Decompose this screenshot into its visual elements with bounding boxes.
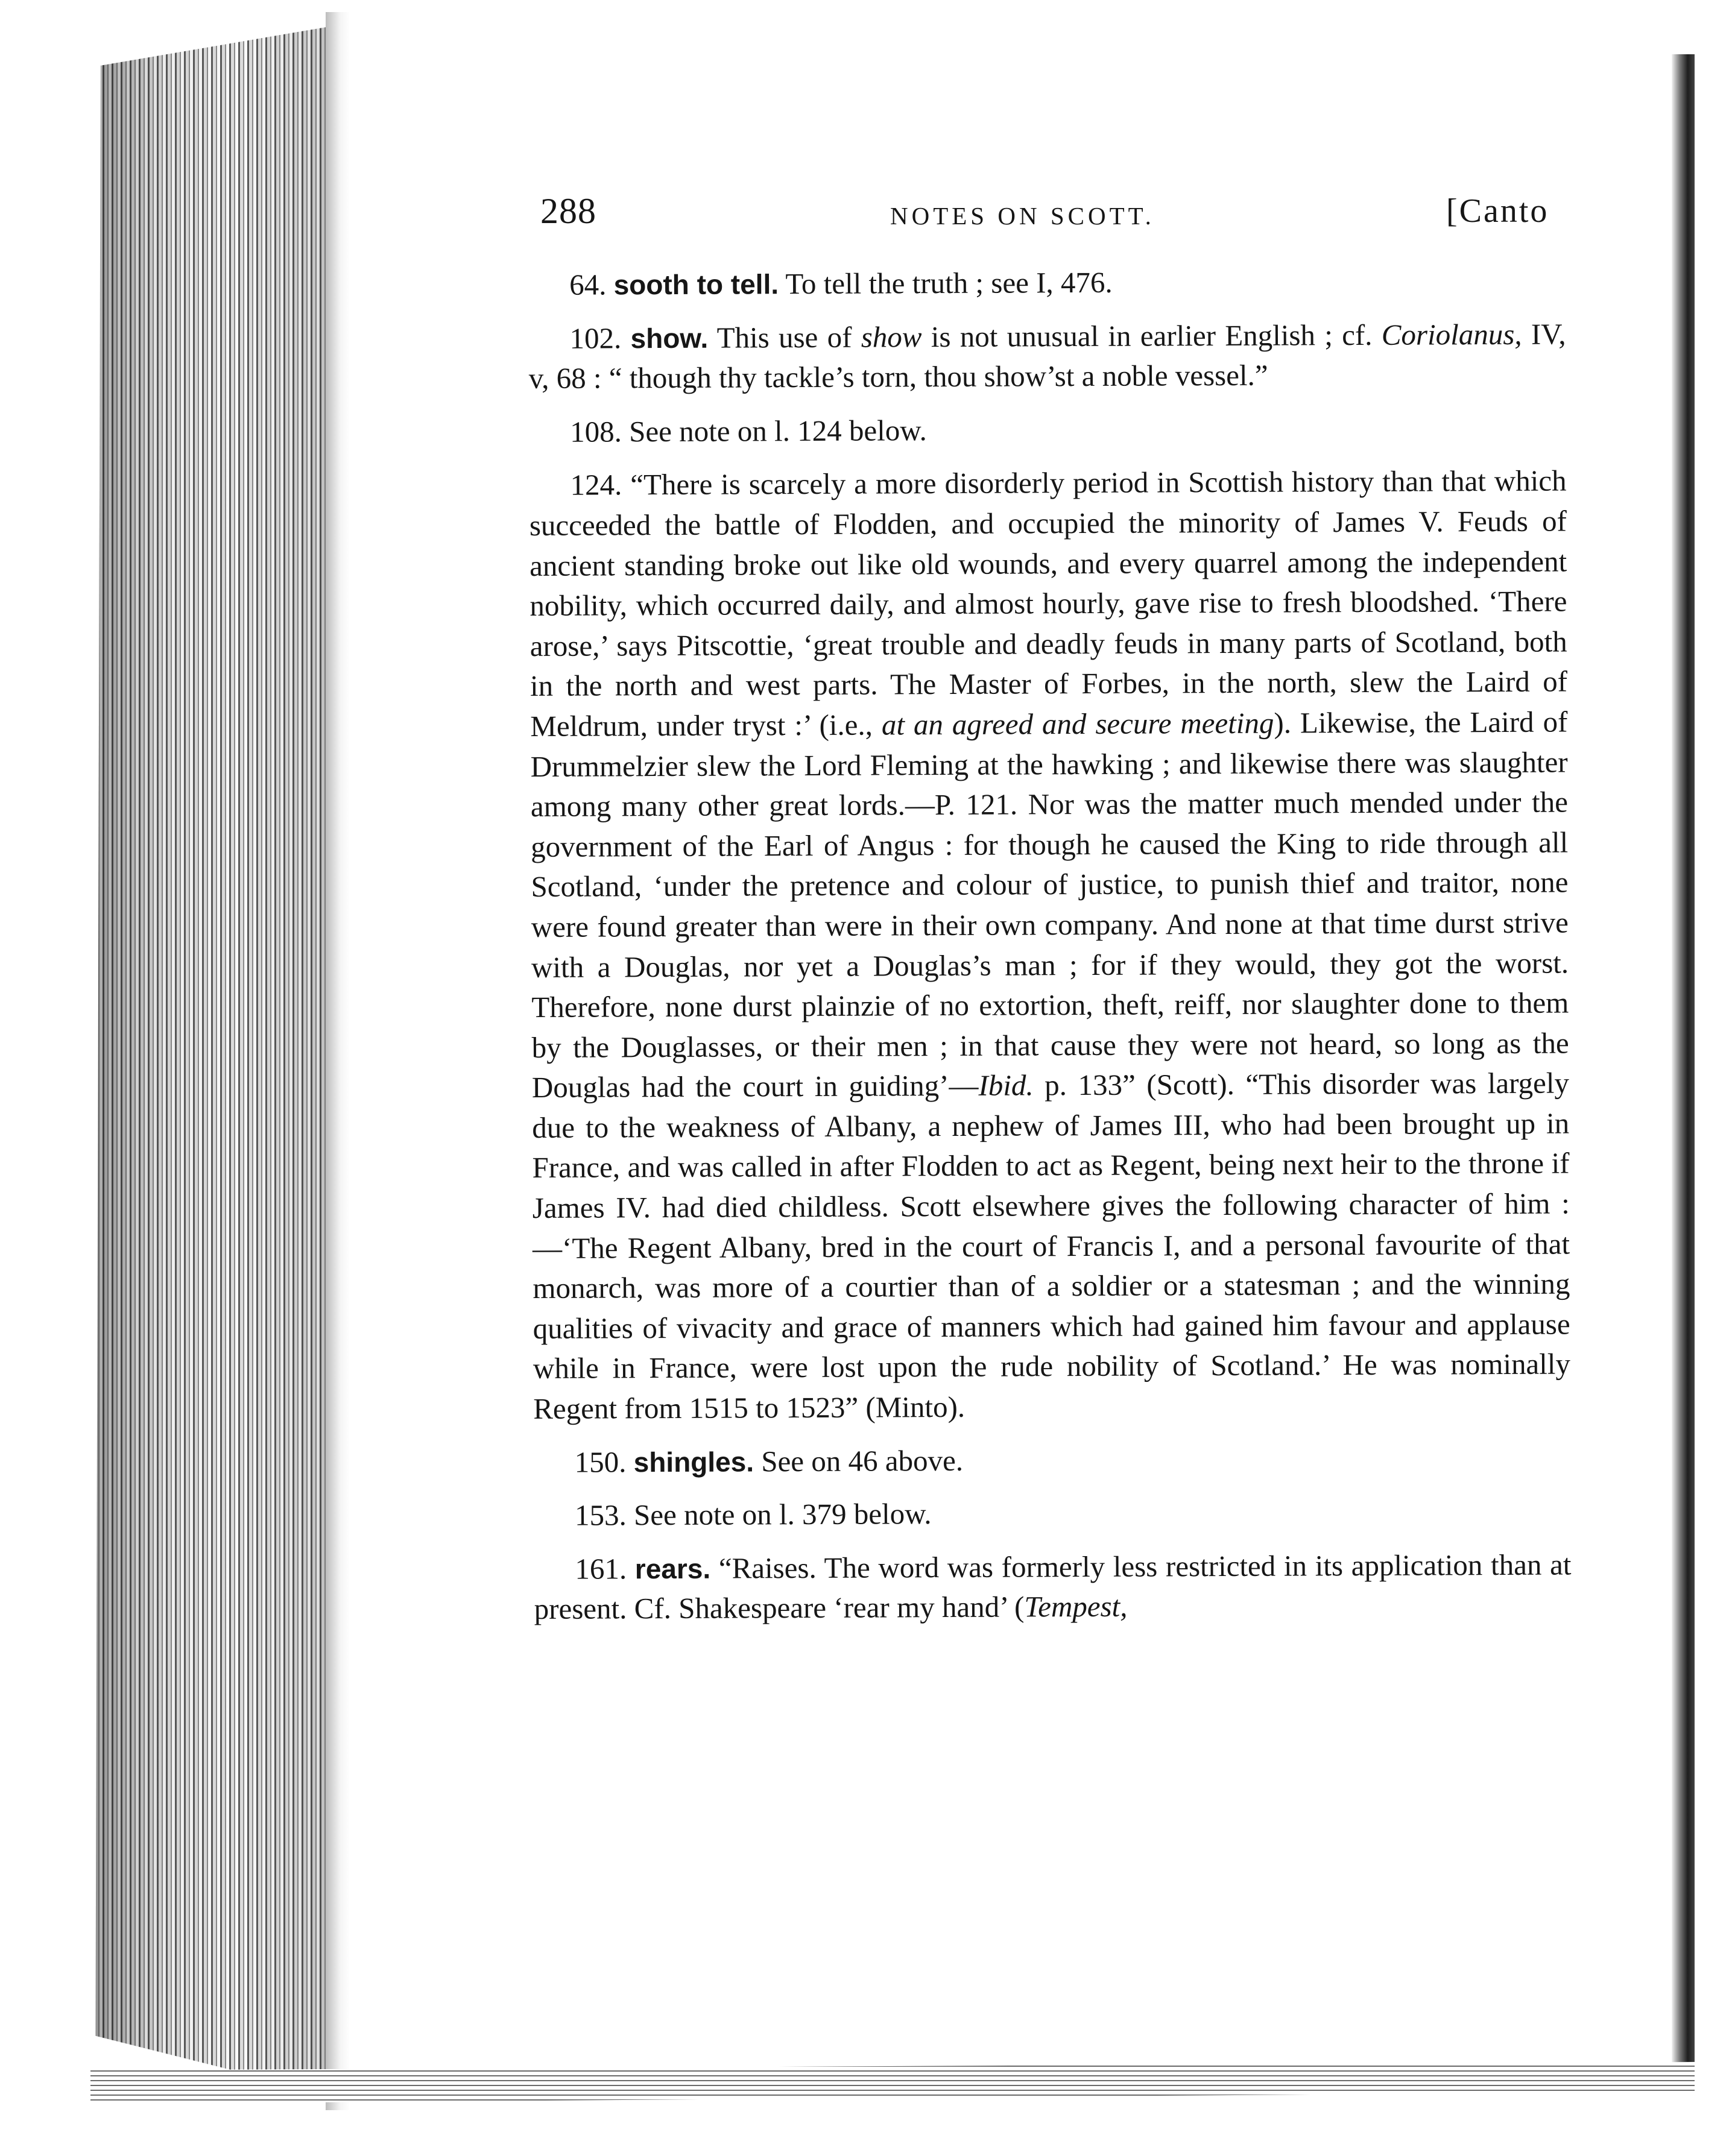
right-margin-gap xyxy=(1655,54,1672,2068)
line-number: 150. xyxy=(574,1445,627,1479)
line-number: 124. xyxy=(570,468,622,502)
running-section: [Canto xyxy=(1446,192,1549,230)
note-text: “There is scarcely a more disorderly period in Scottish history than that which succeeded the battle of Flodden, and occupied the minority of James V. Feuds of ancient standing broke out like old wounds, and every quarrel among the independent nobility, which occurred daily, and almost hourly, gave rise to fresh bloodshed. ‘There arose,’ says Pitscottie, ‘great trouble and deadly feuds in many parts of Scotland, both in the north and west parts. The Master of Forbes, in the north, slew the Laird of Meldrum, under tryst :’ (i.e., xyxy=(529,464,1568,743)
note-text: See note on l. 379 below. xyxy=(633,1497,932,1532)
note-text: ). Likewise, the Laird of Drummelzier slew the Lord Fleming at the hawking ; and likewise there was slaughter among many other great lords.—P. 121. Nor was the matter much mended under the government of the Earl of Angus : for though he caused the King to ride through all Scotland, ‘under the pretence and colour of justice, to punish thief and traitor, none were found greater than were in their own company. And none at that time durst strive with a Douglas, nor yet a Douglas’s man ; for if they would, they got the worst. Therefore, none durst plainzie of no extortion, theft, reiff, nor slaughter done to them by the Douglasses, or their men ; in that cause they were not heard, so long as the Douglas had the court in guiding’— xyxy=(530,705,1569,1105)
note-108 xyxy=(529,408,1566,452)
note-text: See note on l. 124 below. xyxy=(629,413,927,449)
note-text: is not unusual in earlier English ; cf. xyxy=(921,318,1382,353)
note-text: To tell the truth ; see I, 476. xyxy=(785,265,1113,301)
note-label: shingles. xyxy=(633,1446,754,1478)
note-64 xyxy=(528,260,1566,305)
running-title: NOTES ON SCOTT. xyxy=(890,202,1155,230)
note-italic-text: show xyxy=(861,320,922,354)
book-edge-shadow xyxy=(90,24,344,2098)
note-label: rears. xyxy=(634,1552,711,1585)
note-italic-text: Coriolanus, xyxy=(1381,317,1522,351)
note-161 xyxy=(534,1545,1572,1630)
note-label: sooth to tell. xyxy=(613,268,779,301)
line-number: 108. xyxy=(570,415,622,449)
book-page-edge-right xyxy=(1672,54,1695,2068)
note-italic-text: Tempest, xyxy=(1024,1590,1128,1624)
page-gutter-fold xyxy=(326,12,350,2110)
note-italic-text: Ibid. xyxy=(978,1068,1034,1103)
note-text: IV, v, 68 : “ though thy tackle’s torn, thou show’st a noble vessel.” xyxy=(528,317,1566,396)
note-italic-text: at an agreed and secure meeting xyxy=(881,706,1274,742)
note-label: show. xyxy=(630,322,709,354)
note-text: p. 133” (Scott). “This disorder was largely due to the weakness of Albany, a nephew of James III, who had been brought up in France, and was called in after Flodden to act as Regent, being next heir to the throne if James IV. had died childless. Scott elsewhere gives the following character of him :—‘The Regent Albany, bred in the court of Francis I, and a personal favourite of that monarch, was more of a courtier than of a soldier or a statesman ; and the winning qualities of vivacity and grace of manners which had gained him favour and applause while in France, were lost upon the rude nobility of Scotland.’ He was nominally Regent from 1515 to 1523” (Minto). xyxy=(532,1066,1571,1426)
note-102 xyxy=(528,314,1566,399)
note-124 xyxy=(529,461,1570,1429)
note-text: This use of xyxy=(716,320,861,355)
note-150 xyxy=(534,1438,1571,1483)
page-number: 288 xyxy=(540,191,596,231)
notes-body xyxy=(528,260,1572,1642)
line-number: 161. xyxy=(575,1552,627,1586)
line-number: 153. xyxy=(574,1498,627,1532)
note-text: See on 46 above. xyxy=(761,1443,964,1478)
note-text: “Raises. The word was formerly less restricted in its application than at present. Cf. Shakespeare ‘rear my hand’ ( xyxy=(534,1548,1572,1626)
line-number: 102. xyxy=(569,321,622,355)
line-number: 64. xyxy=(569,268,607,301)
note-153 xyxy=(534,1492,1571,1536)
